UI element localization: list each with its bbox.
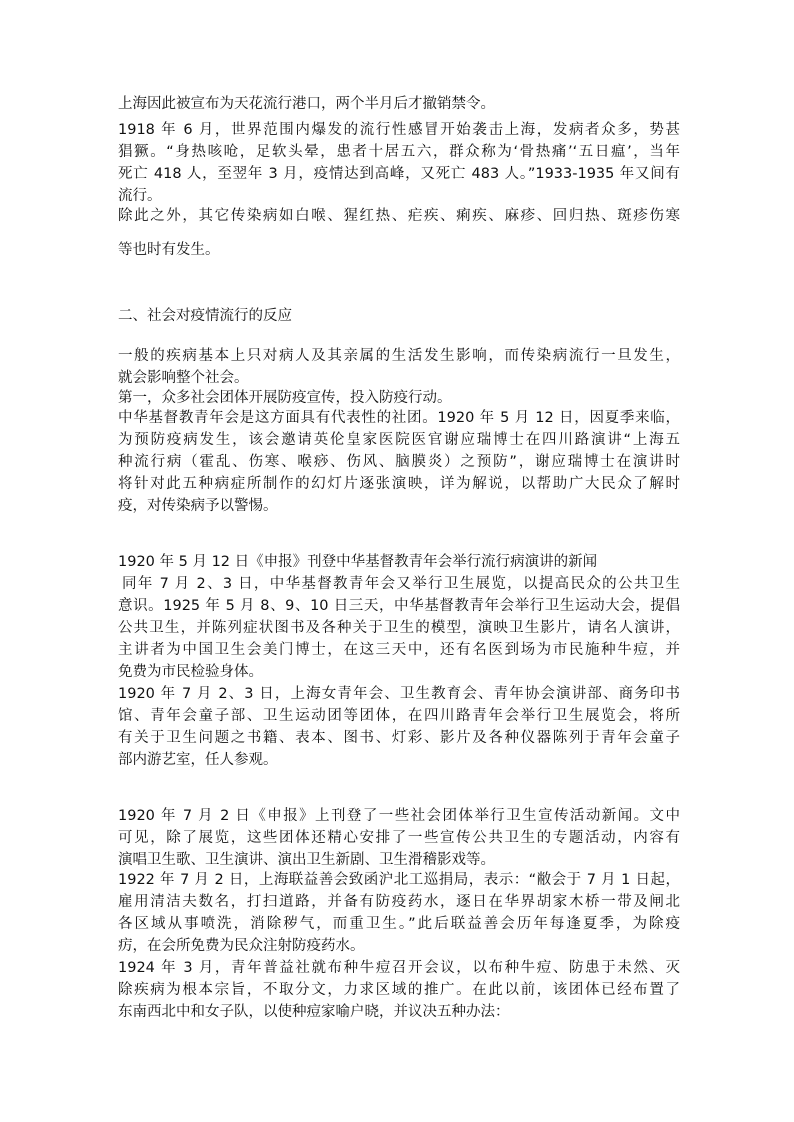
text-line: 东南西北中和女子队，以使种痘家喻户晓，并议决五种办法： xyxy=(118,1004,510,1020)
text-line: 雇用清洁夫数名，打扫道路，并备有防疫药水，逐日在华界胡家木桥一带及闸北 xyxy=(118,894,680,910)
text-line: 疠，在会所免费为民众注射防疫药水。 xyxy=(118,938,365,954)
text-line: 意识。1925 年 5 月 8、9、10 日三天，中华基督教青年会举行卫生运动大会，提倡 xyxy=(118,598,680,614)
text-line: 1924 年 3 月，青年普益社就布种牛痘召开会议，以布种牛痘、防患于未然、灭 xyxy=(118,960,680,976)
text-line: 除此之外，其它传染病如白喉、猩红热、疟疾、痢疾、麻疹、回归热、斑疹伤寒 xyxy=(118,208,680,224)
text-line: 中华基督教青年会是这方面具有代表性的社团。1920 年 5 月 12 日，因夏季来临， xyxy=(118,410,680,426)
text-line: 演唱卫生歌、卫生演讲、演出卫生新剧、卫生滑稽影戏等。 xyxy=(118,852,495,868)
text-line: 第一，众多社会团体开展防疫宣传，投入防疫行动。 xyxy=(118,390,452,406)
text-line: 主讲者为中国卫生会美门博士，在这三天中，还有名医到场为市民施种牛痘，并 xyxy=(118,642,680,658)
text-line: 1920 年 7 月 2 日《申报》上刊登了一些社会团体举行卫生宣传活动新闻。文中 xyxy=(118,808,680,824)
text-line: 死亡 418 人，至翌年 3 月，疫情达到高峰，又死亡 483 人。”1933-1935 年又间有 xyxy=(118,166,680,182)
text-line: 上海因此被宣布为天花流行港口，两个半月后才撤销禁令。 xyxy=(118,96,495,112)
section-heading: 二、社会对疫情流行的反应 xyxy=(118,308,292,324)
text-line: 种流行病（霍乱、伤寒、喉痧、伤风、脑膜炎）之预防”，谢应瑞博士在演讲时 xyxy=(118,454,680,470)
text-line: 1920 年 7 月 2、3 日，上海女青年会、卫生教育会、青年协会演讲部、商务印书 xyxy=(118,686,680,702)
text-line: 各区域从事喷洗，消除秽气，而重卫生。”此后联益善会历年每逢夏季，为除疫 xyxy=(118,916,680,932)
text-line: 部内游艺室，任人参观。 xyxy=(118,752,278,768)
text-line: 一般的疾病基本上只对病人及其亲属的生活发生影响，而传染病流行一旦发生， xyxy=(118,348,680,364)
text-line: 可见，除了展览，这些团体还精心安排了一些宣传公共卫生的专题活动，内容有 xyxy=(118,830,680,846)
caption-line: 1920 年 5 月 12 日《申报》刊登中华基督教青年会举行流行病演讲的新闻 xyxy=(118,554,598,570)
text-line: 就会影响整个社会。 xyxy=(118,370,249,386)
text-line: 馆、青年会童子部、卫生运动团等团体，在四川路青年会举行卫生展览会，将所 xyxy=(118,708,680,724)
text-line: 同年 7 月 2、3 日，中华基督教青年会又举行卫生展览，以提高民众的公共卫生 xyxy=(122,576,680,592)
text-line: 除疾病为根本宗旨，不取分文，力求区域的推广。在此以前，该团体已经布置了 xyxy=(118,982,680,998)
text-line: 1918 年 6 月，世界范围内爆发的流行性感冒开始袭击上海，发病者众多，势甚 xyxy=(118,122,680,138)
text-line: 将针对此五种病症所制作的幻灯片逐张演映，详为解说，以帮助广大民众了解时 xyxy=(118,476,680,492)
text-line: 为预防疫病发生，该会邀请英伦皇家医院医官谢应瑞博士在四川路演讲“上海五 xyxy=(118,432,680,448)
text-line: 猖獗。“身热咳呛，足软头晕，患者十居五六，群众称为‘骨热痛’‘五日瘟’，当年 xyxy=(118,144,680,160)
text-line: 等也时有发生。 xyxy=(118,242,220,258)
text-line: 疫，对传染病予以警惕。 xyxy=(118,498,278,514)
text-line: 免费为市民检验身体。 xyxy=(118,664,263,680)
text-line: 流行。 xyxy=(118,188,162,204)
text-line: 公共卫生，并陈列症状图书及各种关于卫生的模型，演映卫生影片，请名人演讲， xyxy=(118,620,680,636)
text-line: 有关于卫生问题之书籍、表本、图书、灯彩、影片及各种仪器陈列于青年会童子 xyxy=(118,730,680,746)
text-line: 1922 年 7 月 2 日，上海联益善会致函沪北工巡捐局，表示：“敝会于 7 月 1 日起， xyxy=(118,872,680,888)
